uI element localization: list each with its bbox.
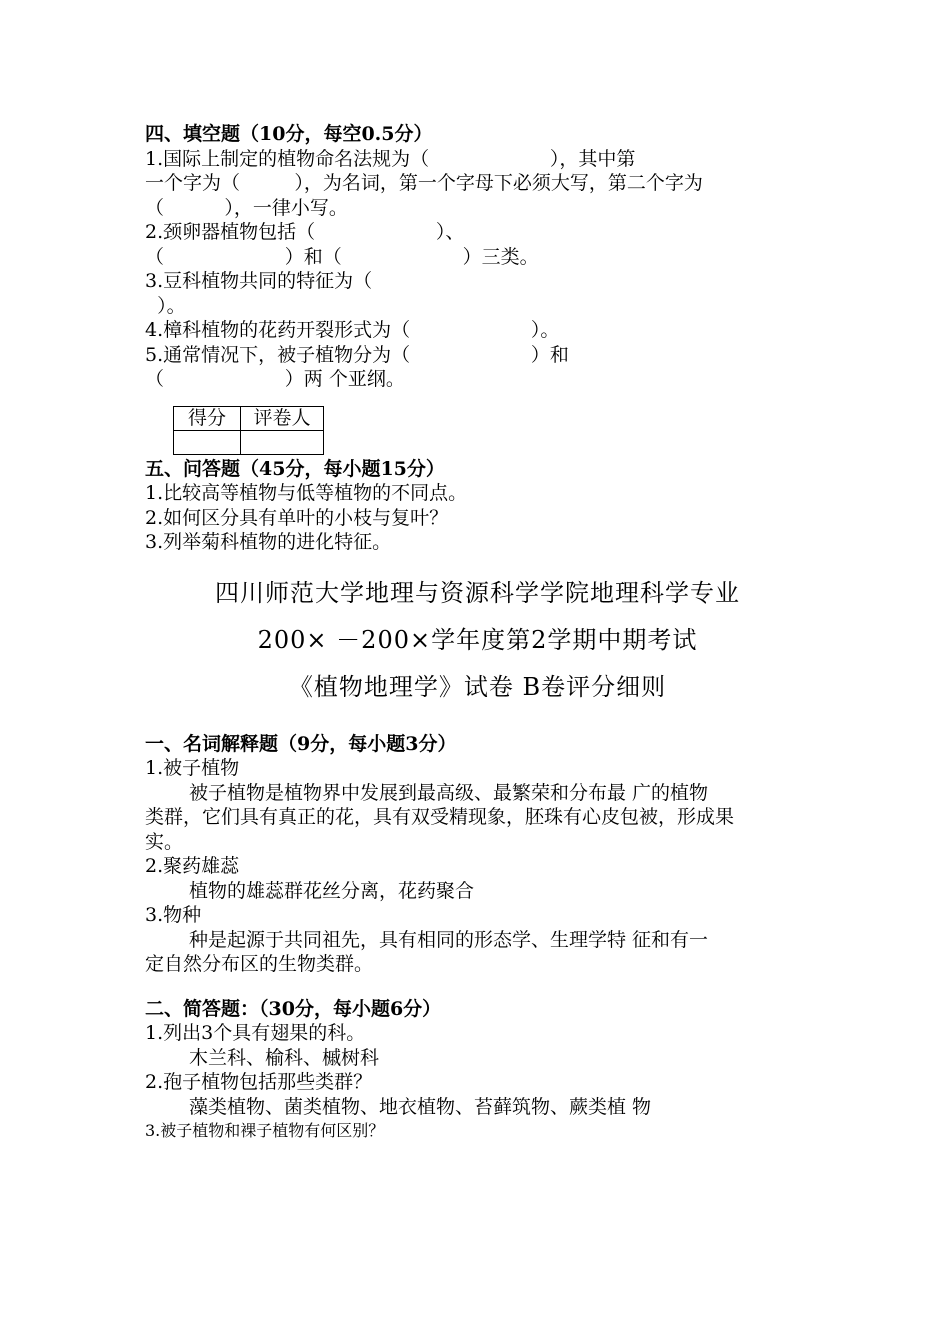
term-label: 2.聚药雄蕊 [145,855,240,877]
fill-line: 一个字为（ ），为名词，第一个字母下必须大写，第二个字为 [145,172,703,194]
exam-page [145,122,810,1144]
question-line: 2.孢子植物包括那些类群？ [145,1071,373,1093]
fill-line: （ ），一律小写。 [145,196,348,219]
score-header: 得分 [174,406,241,430]
answer-text: 实。 [145,830,184,853]
question-line: 1.列出3个具有翅果的科。 [145,1022,366,1044]
answer-text: 藻类植物、菌类植物、地衣植物、苔藓筑物、蕨类植 物 [189,1095,652,1118]
question-line: 3.列举菊科植物的进化特征。 [145,531,392,553]
question-line: 1.比较高等植物与低等植物的不同点。 [145,482,468,504]
answer-text: 被子植物是植物界中发展到最高级、最繁荣和分布最 广的植物 [189,781,709,804]
answer-text: 定自然分布区的生物类群。 [145,953,374,975]
score-table [173,406,324,455]
fill-line: 3.豆科植物共同的特征为（ [145,270,373,292]
grader-cell [241,430,324,454]
score-cell [174,430,241,454]
fill-line: （ ）两 个亚纲。 [145,368,405,390]
term-label: 3.物种 [145,904,202,926]
fill-line: ）。 [145,294,186,317]
term-label: 1.被子植物 [145,757,240,779]
answer-text: 木兰科、榆科、槭树科 [189,1046,380,1069]
question-line: 3.被子植物和裸子植物有何区别？ [145,1121,385,1140]
fill-line: 5.通常情况下，被子植物分为（ ）和 [145,343,569,366]
answer-section-1-title: 一、名词解释题（9分，每小题3分） [145,732,457,755]
answer-key-title-block [145,579,810,701]
question-line: 2.如何区分具有单叶的小枝与复叶？ [145,506,449,529]
answer-section-2-title: 二、简答题：（30分，每小题6分） [145,997,442,1020]
fill-line: （ ）和（ ）三类。 [145,245,539,268]
spacer [145,720,810,732]
term-title: 200× －200×学年度第2学期中期考试 [257,625,698,654]
answer-text: 植物的雄蕊群花丝分离，花药聚合 [189,879,475,902]
spacer [145,977,810,997]
fill-line: 4.樟科植物的花药开裂形式为（ ）。 [145,319,560,341]
fill-line: 2.颈卵器植物包括（ ）、 [145,221,465,243]
university-title: 四川师范大学地理与资源科学学院地理科学专业 [215,578,740,607]
fill-line: 1.国际上制定的植物命名法规为（ ），其中第 [145,147,636,170]
grader-header: 评卷人 [241,406,324,430]
section-4-title: 四、填空题（10分，每空0.5分） [145,123,433,145]
section-5-title: 五、问答题（45分，每小题15分） [145,457,445,480]
paper-title: 《植物地理学》试卷 B卷评分细则 [288,672,667,701]
answer-text: 种是起源于共同祖先，具有相同的形态学、生理学特 征和有一 [189,928,709,951]
answer-text: 类群，它们具有真正的花，具有双受精现象，胚珠有心皮包被，形成果 [145,806,735,828]
